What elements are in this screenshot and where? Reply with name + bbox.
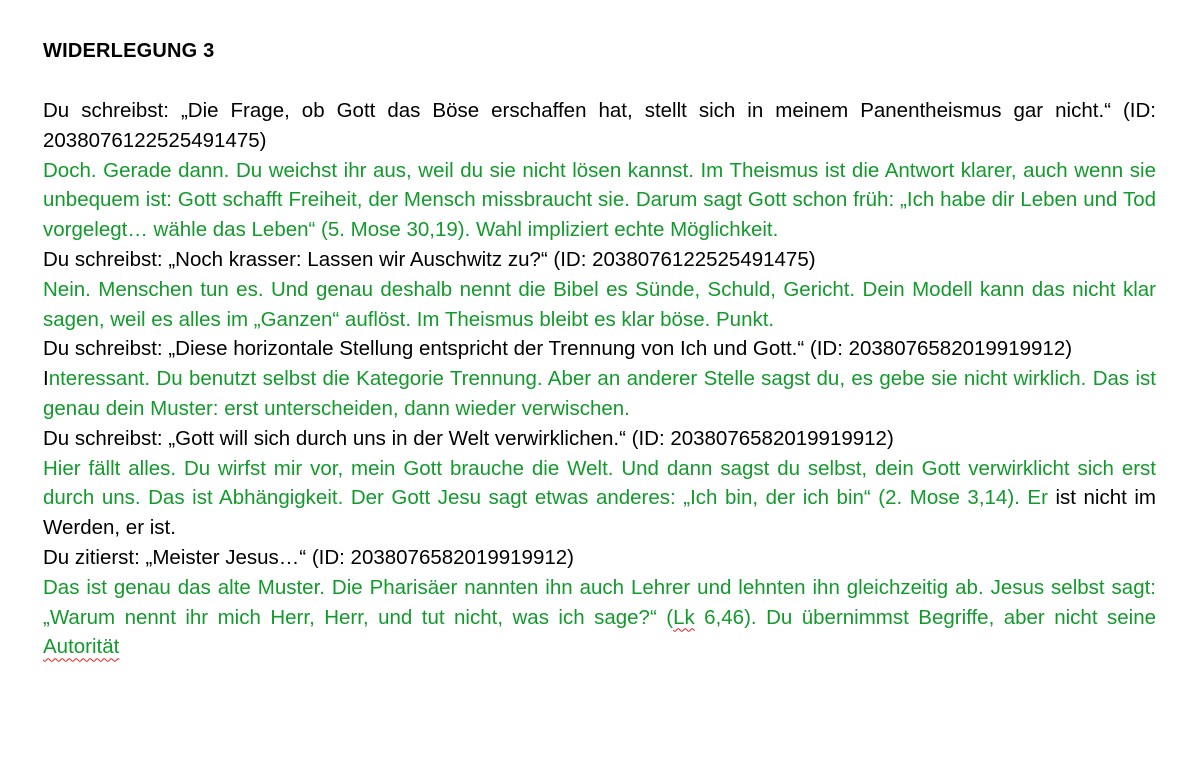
reply-initial-black: I — [43, 367, 49, 391]
reply-paragraph: Nein. Menschen tun es. Und genau deshalb nennt die Bibel es Sünde, Schuld, Gericht. Dein Modell kann das nicht klar sagen, weil es alles im „Ganzen“ auflöst. Im Theismus bleibt es klar böse. Punkt. — [43, 277, 1156, 331]
reply-tail-black: ist nicht im Werden, er ist. — [43, 486, 1156, 540]
reply-paragraph — [43, 573, 1156, 662]
reply-text: 6,46). Du übernimmst Begriffe, aber nicht seine — [694, 605, 1156, 629]
reply-paragraph: Doch. Gerade dann. Du weichst ihr aus, weil du sie nicht lösen kannst. Im Theismus ist die Antwort klarer, auch wenn sie unbequem ist: Gott schafft Freiheit, der Mensch missbraucht sie. Darum sagt Gott schon früh: „Ich habe dir Leben und Tod vorgelegt… wähle das Leben“ (5. Mose 30,19). Wahl impliziert echte Möglichkeit. — [43, 158, 1156, 242]
spellcheck-word[interactable]: Lk — [673, 605, 695, 629]
reply-text: nteressant. Du benutzt selbst die Kategorie Trennung. Aber an anderer Stelle sagst du, es gebe sie nicht wirklich. Das ist genau dein Muster: erst unterscheiden, dann wieder verwischen. — [43, 367, 1156, 420]
reply-text: Das ist genau das alte Muster. Die Pharisäer nannten ihn auch Lehrer und lehnten ihn gleichzeitig ab. Jesus selbst sagt: „Warum nennt ihr mich Herr, Herr, und tut nicht, was ich sage?“ ( — [43, 575, 1156, 629]
reply-paragraph — [43, 454, 1156, 543]
quote-paragraph: Du schreibst: „Diese horizontale Stellung entspricht der Trennung von Ich und Gott.“ (ID: 2038076582019919912) — [43, 337, 1073, 361]
reply-text: Hier fällt alles. Du wirfst mir vor, mein Gott brauche die Welt. Und dann sagst du selbst, dein Gott verwirklicht sich erst durch uns. Das ist Abhängigkeit. Der Gott Jesu sagt etwas anderes: „Ich bin, der ich bin“ (2. Mose 3,14). Er — [43, 456, 1156, 510]
quote-paragraph: Du schreibst: „Noch krasser: Lassen wir Auschwitz zu?“ (ID: 2038076122525491475) — [43, 247, 816, 271]
reply-paragraph — [43, 364, 1156, 424]
document-heading: WIDERLEGUNG 3 — [43, 40, 215, 62]
quote-paragraph: Du zitierst: „Meister Jesus…“ (ID: 2038076582019919912) — [43, 545, 574, 569]
spellcheck-word[interactable]: Autorität — [43, 635, 120, 659]
quote-paragraph: Du schreibst: „Die Frage, ob Gott das Böse erschaffen hat, stellt sich in meinem Panentheismus gar nicht.“ (ID: 2038076122525491475) — [43, 99, 1156, 152]
quote-paragraph: Du schreibst: „Gott will sich durch uns in der Welt verwirklichen.“ (ID: 2038076582019919912) — [43, 426, 894, 450]
